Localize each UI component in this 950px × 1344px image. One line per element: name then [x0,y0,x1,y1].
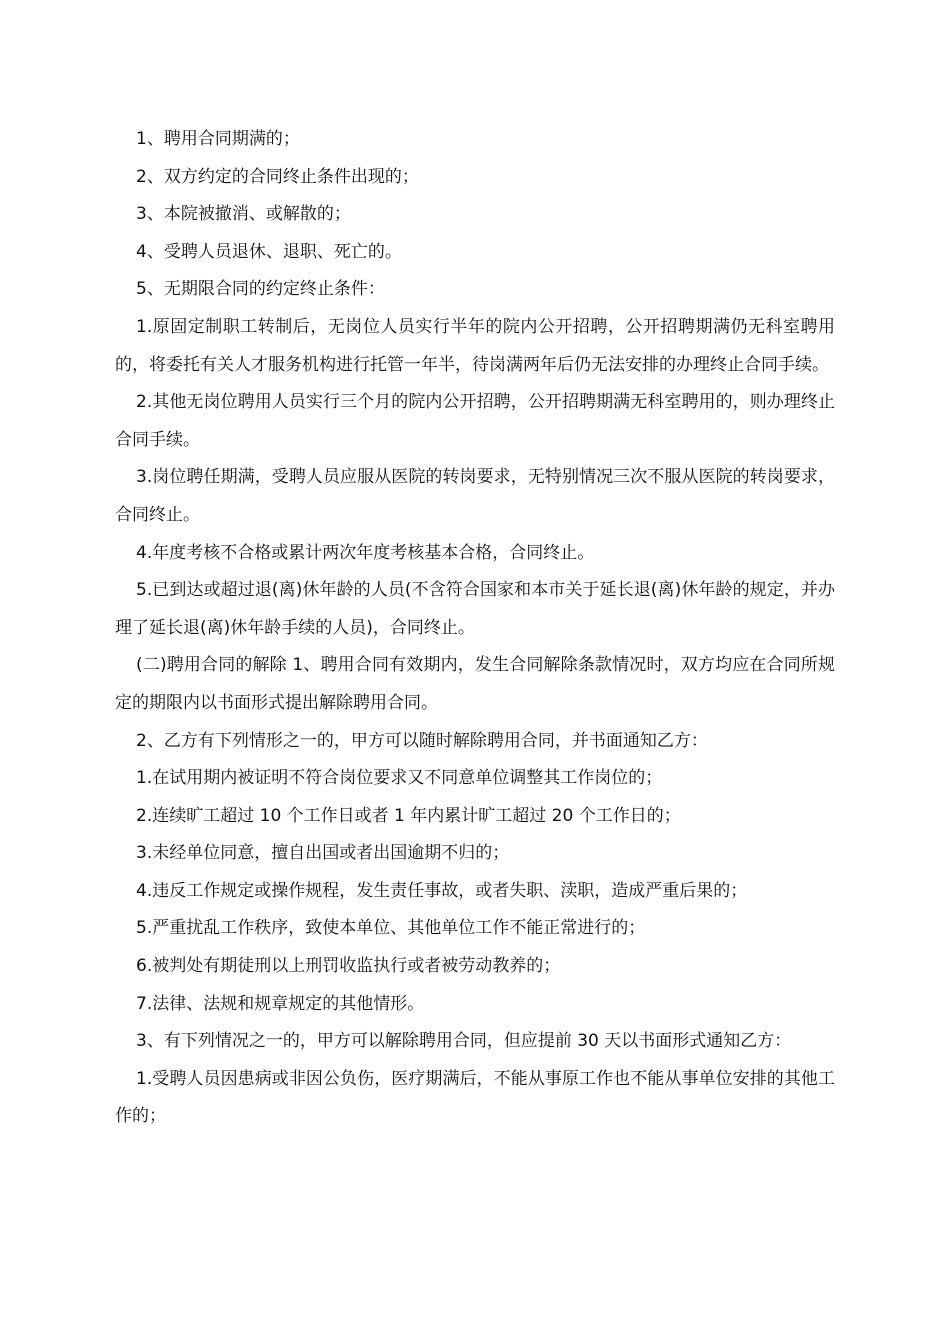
clause-termination-4: 4、受聘人员退休、退职、死亡的。 [136,241,402,262]
sub-clause-2-3: 3.未经单位同意，擅自出国或者出国逾期不归的； [136,843,510,864]
sub-clause-5-3: 3.岗位聘任期满，受聘人员应服从医院的转岗要求，无特别情况三次不服从医院的转岗要求，合同终止。 [115,467,835,525]
sub-clause-2-5: 5.严重扰乱工作秩序，致使本单位、其他单位工作不能正常进行的； [136,918,646,939]
sub-clause-5-1: 1.原固定制职工转制后，无岗位人员实行半年的院内公开招聘，公开招聘期满仍无科室聘用的，将委托有关人才服务机构进行托管一年半，待岗满两年后仍无法安排的办理终止合同手续。 [115,316,835,375]
sub-clause-5-5: 5.已到达或超过退(离)休年龄的人员(不含符合国家和本市关于延长退(离)休年龄的规定，并办理了延长退(离)休年龄手续的人员)，合同终止。 [115,580,835,638]
sub-clause-2-4: 4.违反工作规定或操作规程，发生责任事故，或者失职、渎职，造成严重后果的； [136,880,748,901]
clause-dissolution-3: 3、有下列情况之一的，甲方可以解除聘用合同，但应提前 30 天以书面形式通知乙方： [136,1031,792,1052]
sub-clause-5-2: 2.其他无岗位聘用人员实行三个月的院内公开招聘，公开招聘期满无科室聘用的，则办理终止合同手续。 [115,392,835,450]
clause-termination-5: 5、无期限合同的约定终止条件： [136,279,385,300]
sub-clause-5-4: 4.年度考核不合格或累计两次年度考核基本合格，合同终止。 [136,542,595,563]
clause-termination-3: 3、本院被撤消、或解散的； [136,204,351,225]
sub-clause-2-6: 6.被判处有期徒刑以上刑罚收监执行或者被劳动教养的； [136,956,561,977]
sub-clause-3-1: 1.受聘人员因患病或非因公负伤，医疗期满后，不能从事原工作也不能从事单位安排的其他工作的； [115,1068,835,1127]
sub-clause-2-7: 7.法律、法规和规章规定的其他情形。 [136,993,425,1014]
sub-clause-2-2: 2.连续旷工超过 10 个工作日或者 1 年内累计旷工超过 20 个工作日的； [136,805,681,826]
clause-dissolution-2: 2、乙方有下列情形之一的，甲方可以随时解除聘用合同，并书面通知乙方： [136,730,708,751]
section-contract-dissolution: (二)聘用合同的解除 1、聘用合同有效期内，发生合同解除条款情况时，双方均应在合同所规定的期限内以书面形式提出解除聘用合同。 [115,655,835,713]
clause-termination-2: 2、双方约定的合同终止条件出现的； [136,166,419,187]
clause-termination-1: 1、聘用合同期满的； [136,129,300,149]
sub-clause-2-1: 1.在试用期内被证明不符合岗位要求又不同意单位调整其工作岗位的； [136,768,663,789]
document-body [115,121,835,1136]
